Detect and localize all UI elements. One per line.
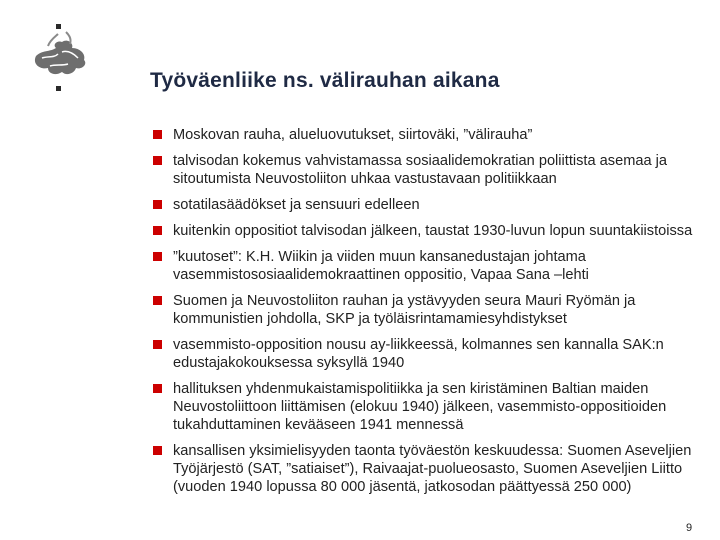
bullet-marker xyxy=(153,130,162,139)
university-logo xyxy=(28,22,90,98)
bullet-item xyxy=(153,248,693,284)
slide-title: Työväenliike ns. välirauhan aikana xyxy=(150,69,500,92)
bullet-item xyxy=(153,380,693,434)
bullet-marker xyxy=(153,200,162,209)
bullet-item xyxy=(153,442,693,496)
flame-logo-icon xyxy=(28,22,90,98)
bullet-text: Moskovan rauha, alueluovutukset, siirtoväki, ”välirauha” xyxy=(173,127,533,143)
bullet-marker xyxy=(153,446,162,455)
bullet-item xyxy=(153,292,693,328)
bullet-item xyxy=(153,126,693,144)
bullet-item xyxy=(153,152,693,188)
bullet-item xyxy=(153,222,693,240)
bullet-text: talvisodan kokemus vahvistamassa sosiaalidemokratian poliittista asemaa ja sitoutumista Neuvostoliiton uhkaa vastustavaan politiikkaan xyxy=(173,153,667,187)
bullet-marker xyxy=(153,296,162,305)
bullet-text: sotatilasäädökset ja sensuuri edelleen xyxy=(173,197,420,213)
bullet-text: vasemmisto-opposition nousu ay-liikkeessä, kolmannes sen kannalla SAK:n edustajakokouksessa syksyllä 1940 xyxy=(173,337,664,371)
bullet-marker xyxy=(153,156,162,165)
bullet-text: ”kuutoset”: K.H. Wiikin ja viiden muun kansanedustajan johtama vasemmistososiaalidemokraattinen oppositio, Vapaa Sana –lehti xyxy=(173,249,589,283)
bullet-text: hallituksen yhdenmukaistamispolitiikka ja sen kiristäminen Baltian maiden Neuvostoliittoon liittämisen (elokuu 1940) jälkeen, vasemmisto-oppositioiden tukahduttaminen kevääseen 1941 mennessä xyxy=(173,381,667,433)
bullet-marker xyxy=(153,252,162,261)
bullet-text: Suomen ja Neuvostoliiton rauhan ja ystävyyden seura Mauri Ryömän ja kommunistien johdolla, SKP ja työläisrintamamiesyhdistykset xyxy=(173,293,636,327)
bullet-marker xyxy=(153,340,162,349)
bullet-text: kuitenkin oppositiot talvisodan jälkeen, taustat 1930-luvun lopun suuntakiistoissa xyxy=(173,223,693,239)
bullet-marker xyxy=(153,384,162,393)
bullet-item xyxy=(153,196,693,214)
bullet-list xyxy=(153,126,693,504)
bullet-text: kansallisen yksimielisyyden taonta työväestön keskuudessa: Suomen Aseveljien Työjärjestö (SAT, ”satiaiset”), Raivaajat-puolueosasto, Suomen Aseveljien Liitto (vuoden 1940 lopussa 80 000 jäsentä, jatkosodan päättyessä 250 000) xyxy=(173,443,692,495)
bullet-marker xyxy=(153,226,162,235)
page-number: 9 xyxy=(686,522,693,534)
bullet-item xyxy=(153,336,693,372)
